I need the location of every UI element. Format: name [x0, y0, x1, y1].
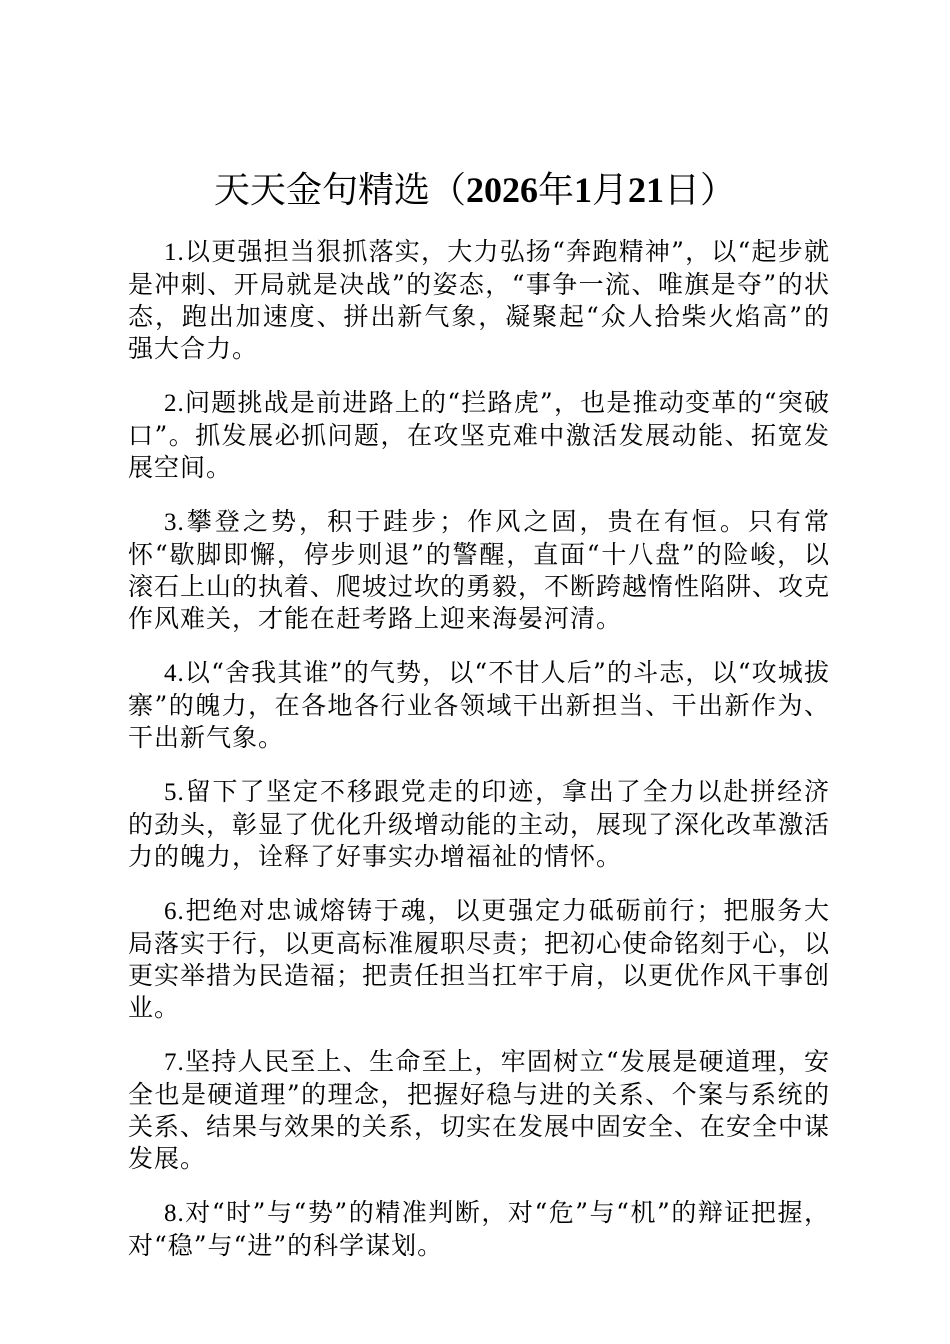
- quote-number: 1.: [164, 239, 185, 266]
- quote-text: 留下了坚定不移跟党走的印迹，拿出了全力以赴拼经济的劲头，彰显了优化升级增动能的主动，展现了深化改革激活力的魄力，诠释了好事实办增福祉的情怀。: [128, 777, 831, 871]
- quote-number: 4.: [164, 660, 185, 687]
- title-day-suffix: 日）: [664, 170, 737, 211]
- quote-item-2: [128, 387, 830, 484]
- quote-item-1: [128, 236, 830, 365]
- title-month-suffix: 月: [592, 170, 629, 211]
- quote-item-4: [128, 657, 830, 754]
- quote-item-7: [128, 1046, 830, 1175]
- quote-item-6: [128, 895, 830, 1024]
- quote-text: 把绝对忠诚熔铸于魂，以更强定力砥砺前行；把服务大局落实于行，以更高标准履职尽责；把初心使命铭刻于心，以更实举措为民造福；把责任担当扛牢于肩，以更优作风干事创业。: [128, 896, 831, 1022]
- quote-item-5: [128, 776, 830, 873]
- quote-text: 对“时”与“势”的精准判断，对“危”与“机”的辩证把握，对“稳”与“进”的科学谋划。: [128, 1198, 830, 1260]
- quote-number: 8.: [164, 1200, 185, 1227]
- quote-text: 攀登之势，积于跬步；作风之固，贵在有恒。只有常怀“歇脚即懈，停步则退”的警醒，直面“十八盘”的险峻，以滚石上山的执着、爬坡过坎的勇毅，不断跨越惰性陷阱、攻克作风难关，才能在赶考路上迎来海晏河清。: [128, 507, 831, 633]
- quote-list: [128, 236, 830, 1284]
- quote-number: 6.: [164, 898, 185, 925]
- quote-number: 5.: [164, 779, 185, 806]
- title-day: 21: [628, 170, 665, 210]
- quote-item-3: [128, 506, 830, 635]
- title-prefix: 天天金句精选（: [213, 170, 466, 211]
- title-month: 1: [574, 170, 592, 210]
- quote-text: 坚持人民至上、生命至上，牢固树立“发展是硬道理，安全也是硬道理”的理念，把握好稳与进的关系、个案与系统的关系、结果与效果的关系，切实在发展中固安全、在安全中谋发展。: [128, 1047, 831, 1173]
- quote-text: 以更强担当狠抓落实，大力弘扬“奔跑精神”，以“起步就是冲刺、开局就是决战”的姿态，“事争一流、唯旗是夺”的状态，跑出加速度、拼出新气象，凝聚起“众人拾柴火焰高”的强大合力。: [128, 237, 830, 363]
- title-year-suffix: 年: [537, 170, 574, 211]
- quote-text: 问题挑战是前进路上的“拦路虎”，也是推动变革的“突破口”。抓发展必抓问题，在攻坚克难中激活发展动能、拓宽发展空间。: [128, 388, 830, 482]
- quote-text: 以“舍我其谁”的气势，以“不甘人后”的斗志，以“攻城拔寨”的魄力，在各地各行业各领域干出新担当、干出新作为、干出新气象。: [128, 658, 830, 752]
- quote-number: 7.: [164, 1049, 185, 1076]
- quote-item-8: [128, 1197, 830, 1262]
- page-title: [0, 166, 950, 215]
- quote-number: 2.: [164, 390, 185, 417]
- title-year: 2026: [465, 170, 538, 210]
- quote-number: 3.: [164, 509, 185, 536]
